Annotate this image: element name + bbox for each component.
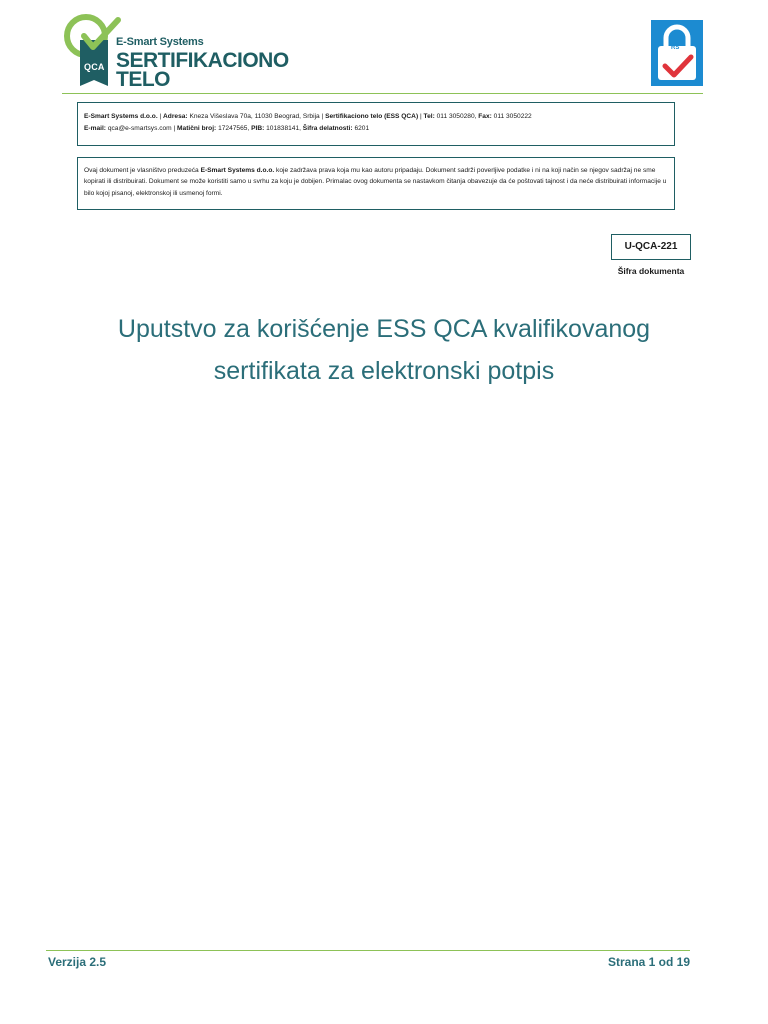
- document-title-line-2: sertifikata za elektronski potpis: [213, 357, 555, 385]
- contact-line-2-segment: 6201: [352, 124, 370, 132]
- footer-version: Verzija 2.5: [48, 955, 107, 969]
- disclaimer-segment: E-Smart Systems d.o.o.: [200, 167, 275, 174]
- contact-line-2-segment: PIB:: [251, 124, 265, 132]
- contact-line-1-segment: E-Smart Systems d.o.o.: [84, 113, 158, 120]
- contact-info-box: [77, 102, 675, 146]
- contact-line-2-segment: 101838141,: [264, 124, 303, 132]
- contact-line-2: [84, 123, 668, 135]
- contact-line-1-segment: Tel:: [423, 113, 435, 120]
- company-logo: [62, 14, 292, 90]
- contact-line-2-segment: 17247565,: [216, 124, 252, 132]
- contact-line-1: [84, 111, 668, 123]
- contact-line-2-segment: Šifra delatnosti:: [302, 124, 353, 132]
- footer-divider: [46, 950, 690, 951]
- contact-line-1-segment: Kneza Višeslava 70a, 11030 Beograd, Srbija |: [187, 113, 326, 120]
- disclaimer-segment: Ovaj dokument je vlasništvo preduzeća: [84, 167, 201, 174]
- document-title: [40, 308, 728, 392]
- contact-line-2-segment: E-mail:: [84, 124, 106, 132]
- rs-certification-badge: [651, 20, 703, 86]
- rs-badge-label: RS: [671, 45, 680, 51]
- document-title-line-1: Uputstvo za korišćenje ESS QCA kvalifikovanog: [117, 315, 651, 343]
- document-code-label: Šifra dokumenta: [617, 266, 685, 276]
- contact-line-1-segment: Adresa:: [163, 113, 188, 120]
- padlock-check-icon: [651, 20, 703, 86]
- logo-title-line2: TELO: [116, 68, 170, 91]
- logo-title-line1: SERTIFIKACIONO: [116, 49, 289, 72]
- logo-company-name: E-Smart Systems: [116, 36, 204, 48]
- contact-line-2-segment: qca@e-smartsys.com |: [105, 124, 178, 132]
- confidentiality-notice-box: [77, 157, 675, 210]
- contact-line-1-segment: Fax:: [478, 113, 492, 120]
- confidentiality-notice-text: [84, 165, 668, 199]
- document-code: U-QCA-221: [611, 234, 691, 260]
- header-divider: [62, 93, 703, 94]
- contact-line-1-segment: |: [157, 113, 164, 120]
- footer-page-number: Strana 1 od 19: [607, 955, 690, 969]
- contact-line-1-segment: Sertifikaciono telo (ESS QCA): [325, 113, 419, 120]
- disclaimer-segment: koje zadržava prava koja mu kao autoru pripadaju. Dokument sadrži poverljive podatke i ni na koji način se njegov sadržaj ne sme kopirati ili distribuirati. Dokument se može koristiti samo u svrhu za koju je dobijen. Primalac ovog dokumenta se nastavkom čitanja obavezuje da će poštovati tajnost i da neće distribuirati informacije u bilo kojoj pisanoj, elektronskoj ili usmenoj formi.: [84, 167, 667, 197]
- contact-line-1-segment: 011 3050280,: [434, 113, 479, 120]
- logo-badge-text: QCA: [84, 62, 105, 72]
- contact-line-2-segment: Matični broj:: [177, 124, 217, 132]
- contact-line-1-segment: |: [418, 113, 424, 120]
- contact-line-1-segment: 011 3050222: [491, 113, 532, 120]
